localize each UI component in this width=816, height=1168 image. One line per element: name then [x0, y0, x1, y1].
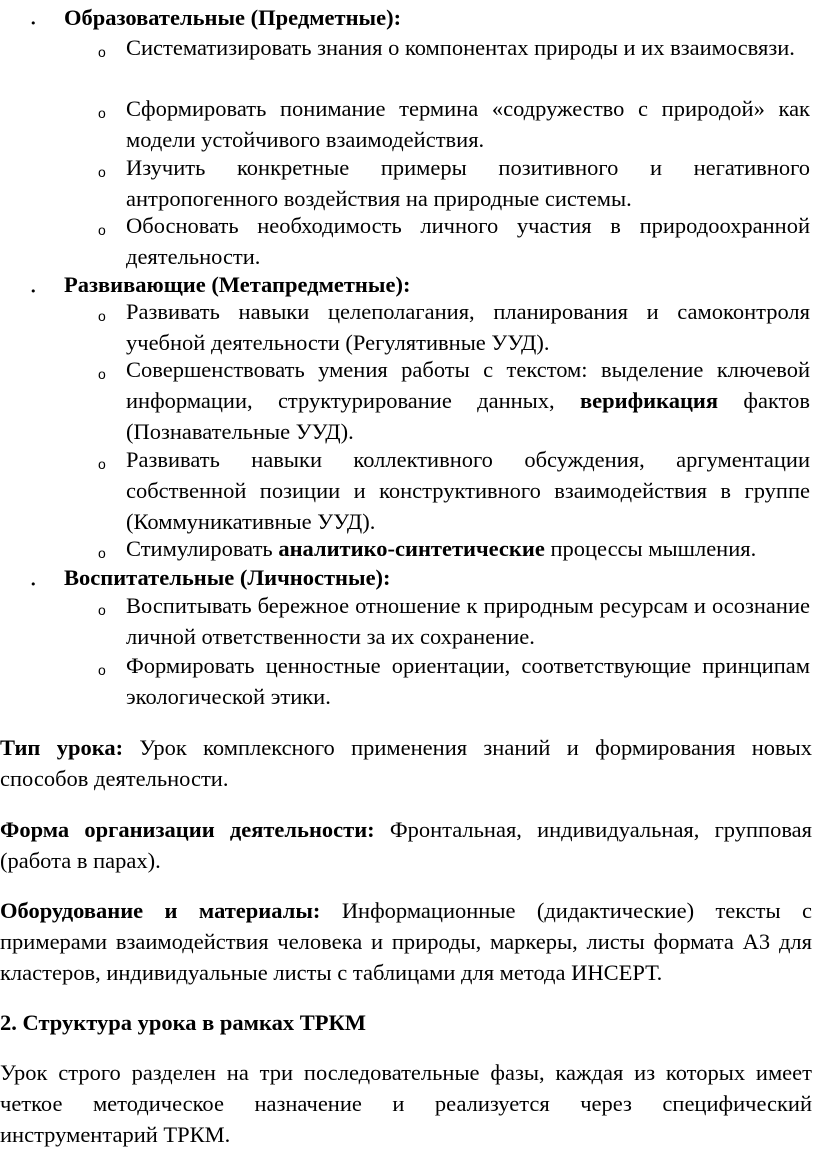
activity-form-paragraph: Форма организации деятельности: Фронтальная, индивидуальная, групповая (работа в парах).: [0, 817, 812, 873]
sub-bullet-icon: o: [98, 164, 106, 180]
sub-bullet-icon: o: [98, 602, 106, 618]
sub-bullet-icon: o: [98, 366, 106, 382]
section-title: Развивающие (Метапредметные):: [64, 272, 411, 297]
list-item: Воспитывать бережное отношение к природным ресурсам и осознание личной ответственности за их сохранение.: [126, 593, 810, 649]
equipment-paragraph: Оборудование и материалы: Информационные (дидактические) тексты с примерами взаимодействия человека и природы, маркеры, листы формата А3 для кластеров, индивидуальные листы с таблицами для метода ИНСЕРТ.: [0, 898, 812, 985]
bullet-icon: •: [30, 285, 37, 298]
bullet-icon: •: [30, 578, 37, 591]
structure-paragraph: Урок строго разделен на три последовательные фазы, каждая из которых имеет четкое методическое назначение и реализуется через специфический инструментарий ТРКМ.: [0, 1060, 812, 1147]
list-item: Сформировать понимание термина «содружество с природой» как модели устойчивого взаимодействия.: [126, 96, 810, 152]
section-heading: 2. Структура урока в рамках ТРКМ: [0, 1010, 367, 1035]
sub-bullet-icon: o: [98, 44, 106, 60]
sub-bullet-icon: o: [98, 662, 106, 678]
section-title: Образовательные (Предметные):: [64, 5, 402, 30]
list-item: Совершенствовать умения работы с текстом: выделение ключевой информации, структурирование данных, верификация фактов (Познавательные УУД).: [126, 357, 810, 444]
sub-bullet-icon: o: [98, 105, 106, 121]
bullet-icon: •: [30, 17, 37, 30]
list-item: Развивать навыки коллективного обсуждения, аргументации собственной позиции и конструктивного взаимодействия в группе (Коммуникативные УУД).: [126, 447, 810, 534]
sub-bullet-icon: o: [98, 308, 106, 324]
section-title: Воспитательные (Личностные):: [64, 565, 391, 590]
sub-bullet-icon: o: [98, 545, 106, 561]
list-item: Изучить конкретные примеры позитивного и негативного антропогенного воздействия на природные системы.: [126, 155, 810, 211]
list-item: Развивать навыки целеполагания, планирования и самоконтроля учебной деятельности (Регулятивные УУД).: [126, 299, 810, 355]
list-item: Систематизировать знания о компонентах природы и их взаимосвязи.: [126, 35, 795, 60]
sub-bullet-icon: o: [98, 222, 106, 238]
sub-bullet-icon: o: [98, 456, 106, 472]
list-item: Стимулировать аналитико-синтетические процессы мышления.: [126, 536, 757, 561]
list-item: Обосновать необходимость личного участия в природоохранной деятельности.: [126, 213, 810, 269]
list-item: Формировать ценностные ориентации, соответствующие принципам экологической этики.: [126, 653, 810, 709]
lesson-type-paragraph: Тип урока: Урок комплексного применения знаний и формирования новых способов деятельности.: [0, 735, 812, 791]
